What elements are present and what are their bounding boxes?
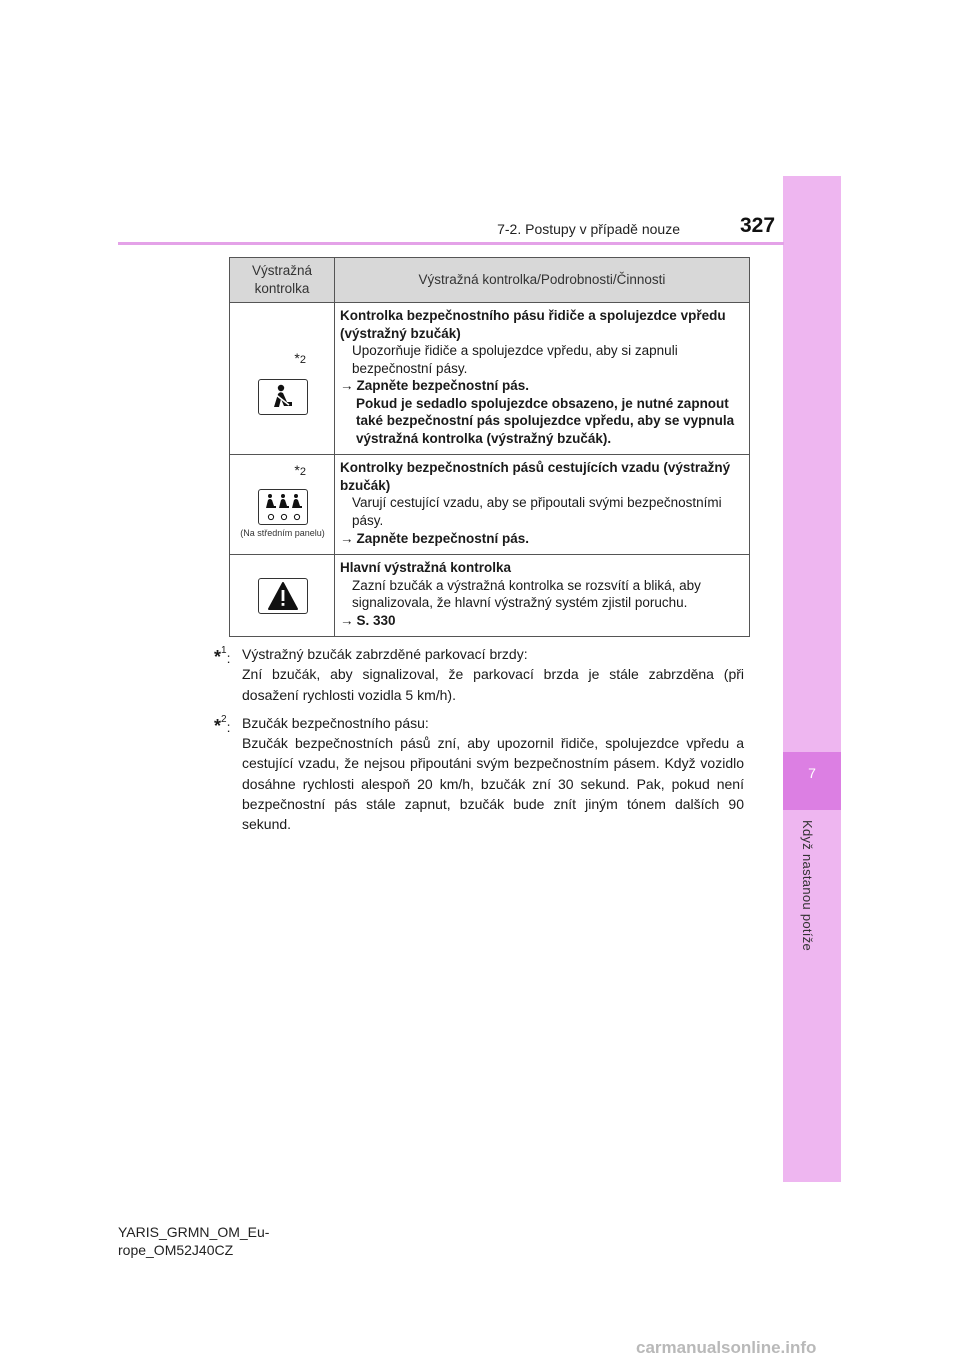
icon-cell	[230, 555, 335, 637]
row-action: → Zapněte bezpečnostní pás.	[340, 378, 530, 394]
table-header-row	[230, 258, 750, 303]
section-title: 7-2. Postupy v případě nouze	[497, 221, 680, 237]
document-id	[118, 1224, 269, 1259]
rear-seatbelt-warning-icon	[258, 489, 308, 525]
icon-caption: (Na středním panelu)	[240, 527, 325, 538]
footnote-lead: Výstražný bzučák zabrzděné parkovací brzdy:	[242, 646, 528, 662]
footnote-2	[214, 713, 744, 835]
row-description: Varují cestující vzadu, aby se připoutali svými bezpečnostními pásy.	[352, 495, 722, 529]
row-title: Kontrolka bezpečnostního pásu řidiče a spolujezdce vpředu (výstražný bzučák)	[340, 308, 726, 341]
icon-cell	[230, 303, 335, 455]
arrow-icon: →	[340, 612, 354, 628]
arrow-icon: →	[340, 530, 354, 546]
arrow-icon: →	[340, 378, 354, 394]
details-cell	[335, 303, 750, 455]
chapter-tab-active-marker	[783, 752, 841, 810]
footnotes	[214, 644, 744, 843]
row-action: → Zapněte bezpečnostní pás.	[340, 530, 530, 546]
document-id-line: rope_OM52J40CZ	[118, 1241, 234, 1258]
footnote-ref: *2	[294, 462, 306, 479]
watermark: carmanualsonline.info	[636, 1338, 817, 1357]
row-action-detail: Pokud je sedadlo spolujezdce obsazeno, je nutné zapnout také bezpečnostní pás spolujezdce vpředu, aby se vypnula výstražná kontrolka (výstražný bzučák).	[356, 395, 735, 446]
footnote-lead: Bzučák bezpečnostního pásu:	[242, 714, 429, 731]
footnote-ref: *2	[294, 350, 306, 366]
icon-cell	[230, 455, 335, 555]
row-title: Hlavní výstražná kontrolka	[340, 560, 512, 576]
col-header-details: Výstražná kontrolka/Podrobnosti/Činnosti	[335, 258, 750, 303]
seatbelt-warning-icon	[258, 379, 308, 415]
table-row	[230, 455, 750, 555]
page-number: 327	[740, 214, 776, 237]
chapter-title: Když nastanou potíže	[800, 820, 815, 952]
page-reference: → S. 330	[340, 612, 396, 628]
footnote-1	[214, 644, 744, 705]
details-cell	[335, 555, 750, 637]
col-header-light: Výstražná kontrolka	[230, 258, 335, 303]
chapter-side-tab	[783, 176, 841, 1182]
warning-lights-table	[229, 257, 750, 637]
document-id-line: YARIS_GRMN_OM_Eu-	[118, 1224, 270, 1240]
chapter-number: 7	[808, 765, 816, 781]
table-row	[230, 555, 750, 637]
master-warning-icon	[258, 578, 308, 614]
row-title: Kontrolky bezpečnostních pásů cestujících vzadu (výstražný bzučák)	[340, 460, 731, 493]
footnote-text: Bzučák bezpečnostních pásů zní, aby upozornil řidiče, spolujezdce vpředu a cestující vzadu, že nejsou připoutáni svým bezpečnostním pásem. Když vozidlo dosáhne rychlosti alespoň 20 km/h, bzučák zní 30 sekund. Pak, pokud není bezpečnostní pás stále zapnut, bzučák bude znít jiným tónem dalších 90 sekund.	[242, 735, 744, 833]
row-description: Upozorňuje řidiče a spolujezdce vpředu, aby si zapnuli bezpečnostní pásy.	[352, 343, 678, 376]
footnote-mark: *$^2$:	[214, 713, 231, 736]
table-row	[230, 303, 750, 455]
details-cell	[335, 455, 750, 555]
footnote-text: Zní bzučák, aby signalizoval, že parkovací brzda je stále zabrzděna (při dosažení rychlosti vozidla 5 km/h).	[242, 666, 744, 703]
header-rule	[118, 242, 784, 245]
row-description: Zazní bzučák a výstražná kontrolka se rozsvítí a bliká, aby signalizovala, že hlavní výstražný systém zjistil poruchu.	[352, 577, 701, 611]
footnote-mark: *$^1$:	[214, 645, 231, 667]
